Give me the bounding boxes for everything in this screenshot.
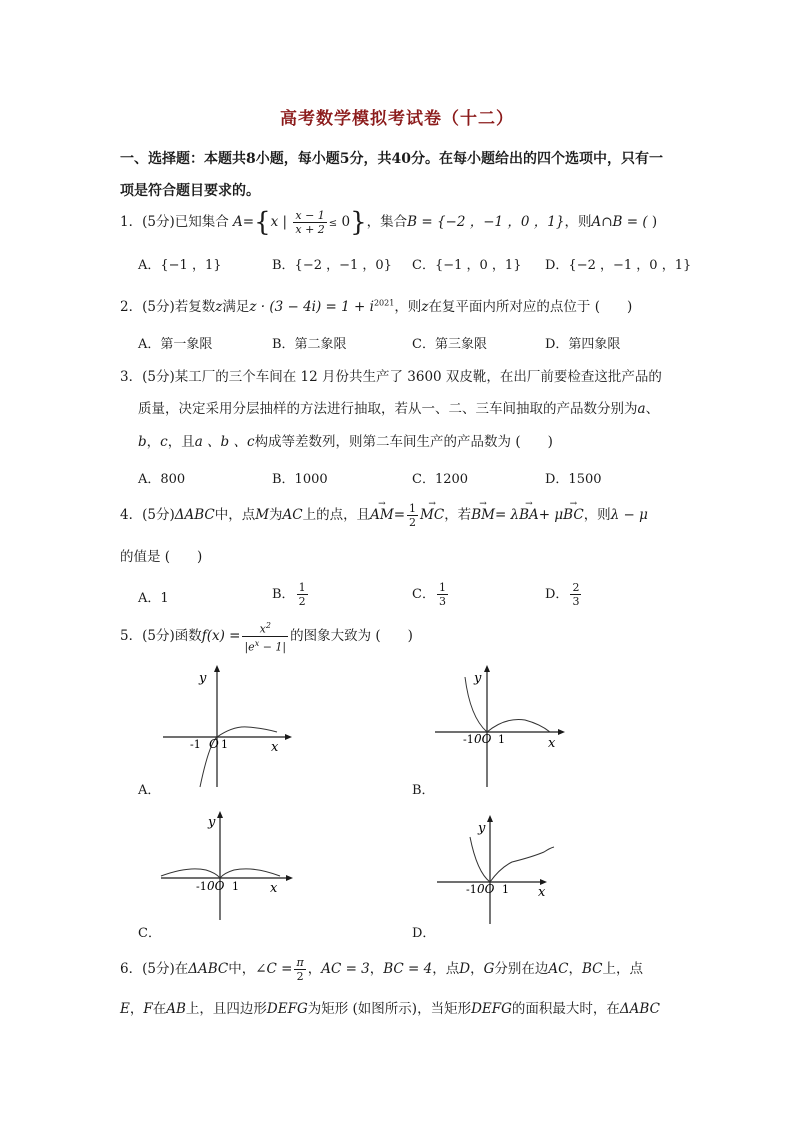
q1-option-d: D．{−2 ，−1 ，0 ，1} (545, 258, 692, 273)
question-6-line1 (120, 951, 643, 987)
graph-c-y-arrow-icon (217, 811, 223, 818)
graph-a-curve (200, 727, 277, 787)
q3-option-b: B．1000 (272, 472, 328, 487)
q3-line1: 3．(5分)某工厂的三个车间在 12 月份共生产了 3600 双皮靴，在出厂前要检查这批产品的 (120, 369, 662, 385)
q1-frac-den: x + 2 (295, 223, 325, 236)
graph-b-y-arrow-icon (484, 665, 490, 672)
q6-defg: DEFG (266, 1001, 308, 1017)
q4-eq: = (393, 507, 406, 523)
q5-graph-c (158, 808, 298, 923)
q6-frac-den: 2 (296, 970, 304, 983)
question-2 (120, 295, 632, 315)
q5-num-exp: 2 (265, 621, 271, 631)
graph-b-tick-neg1: -1 (463, 733, 474, 746)
q2-tail: ，则 (394, 299, 422, 315)
q6-mid1: 中， (228, 961, 256, 977)
q4-ac: AC (282, 507, 303, 523)
q4-vec-mc: → MC (420, 498, 444, 532)
q1-brace-open: { (254, 207, 271, 238)
q1-intersect-icon: ∩ (601, 214, 613, 230)
q2-option-c: C．第三象限 (412, 337, 487, 352)
q4-m: M (255, 507, 270, 523)
q4-vec-ba: → BA (519, 498, 539, 532)
graph-a-x-arrow-icon (285, 734, 292, 740)
q6-ab: AB (166, 1001, 186, 1017)
graph-a-y-arrow-icon (214, 665, 220, 672)
q6-ac: AC = 3 (321, 961, 370, 977)
q4-eq2: = λ (494, 507, 520, 523)
page-title: 高考数学模拟考试卷（十二） (280, 109, 514, 129)
q6-comma4: ， (129, 1001, 144, 1017)
q4-lm: λ − μ (610, 507, 648, 523)
q1-option-a: A．{−1 ，1} (138, 258, 222, 273)
q6-line2-b: 上，且四边形 (185, 1001, 267, 1017)
q3-option-a: A．800 (138, 472, 186, 487)
q2-satisfy: 满足 (222, 299, 250, 315)
q4-mid2: 为 (269, 507, 283, 523)
q4-b-label: B． (272, 587, 295, 602)
q4-d-num: 2 (572, 581, 580, 594)
q5-graph-a-label: A． (138, 783, 161, 798)
graph-b-y-label: y (474, 671, 482, 686)
graph-c-y-label: y (208, 815, 216, 830)
q5-num-x: x (259, 623, 266, 636)
q6-line2-d: 的面积最大时，在 (511, 1001, 620, 1017)
q6-frac (294, 956, 305, 983)
q4-c-label: C． (412, 587, 435, 602)
q4-c-num: 1 (438, 581, 446, 594)
graph-b-x-label: x (548, 736, 556, 751)
graph-d-origin: 0O (477, 882, 495, 896)
q4-c-frac (437, 581, 448, 608)
q2-option-b: B．第二象限 (272, 337, 347, 352)
q5-frac (242, 619, 288, 653)
q1-zero: 0 (341, 214, 351, 230)
q2-expr: z · (3 − 4i) = 1 + i (249, 299, 374, 315)
graph-b-tick-1: 1 (498, 733, 505, 746)
q4-vec-bc: → BC (563, 498, 584, 532)
q3-c: c (160, 434, 168, 450)
graph-d-x-label: x (538, 885, 546, 900)
q4-mid3: 上的点，且 (302, 507, 371, 523)
graph-a-tick-neg1: -1 (190, 738, 201, 751)
q4-d-label: D． (545, 587, 569, 602)
q3-option-c: C．1200 (412, 472, 469, 487)
q6-tri2: ΔABC (619, 1001, 660, 1017)
q4-vec-am: → AM (370, 498, 394, 532)
q5-graph-b (430, 662, 570, 792)
q3-mid: ，且 (167, 434, 195, 450)
q4-b-num: 1 (298, 581, 306, 594)
q3-line3 (138, 430, 553, 450)
q6-line2-c: 为矩形 (如图所示)，当矩形 (307, 1001, 472, 1017)
q4-vec-bm: → BM (471, 498, 495, 532)
q4-mid4: ，若 (444, 507, 472, 523)
q1-b-sym: B = ( (612, 214, 648, 230)
q4-frac (407, 502, 418, 529)
graph-a-tick-1: 1 (221, 738, 228, 751)
graph-b-x-arrow-icon (558, 729, 565, 735)
graph-c-origin: 0O (207, 879, 225, 893)
q1-option-b: B．{−2 ，−1 ，0} (272, 258, 392, 273)
question-6-line2 (120, 997, 660, 1017)
q5-tail: 的图象大致为 ( ) (290, 628, 413, 644)
q5-den-e: |e (244, 640, 255, 654)
q1-frac-sub: ≤ (328, 218, 338, 229)
q4-b-frac (297, 581, 308, 608)
q1-fraction (293, 209, 326, 236)
q5-den (242, 637, 288, 654)
q4-option-a: A．1 (138, 591, 169, 606)
graph-c-x-label: x (270, 881, 278, 896)
q6-e: E (120, 1001, 130, 1017)
q6-line2-a: 在 (152, 1001, 167, 1017)
q6-bc2: BC (581, 961, 603, 977)
q1-brace-close: } (350, 207, 367, 238)
q5-graph-a (155, 662, 295, 792)
q6-defg2: DEFG (471, 1001, 512, 1017)
q1-eq: = (242, 214, 255, 230)
q1-tail-pre: ，则 (564, 214, 592, 230)
graph-a-x-label: x (271, 740, 279, 755)
q2-option-d: D．第四象限 (545, 337, 621, 352)
q2-prefix: 2．(5分)若复数 (120, 299, 216, 315)
q3-line2-text: 质量，决定采用分层抽样的方法进行抽取，若从一、二、三车间抽取的产品数分别为 (138, 401, 638, 417)
q6-tri: ΔABC (188, 961, 229, 977)
graph-d-y-arrow-icon (487, 815, 493, 822)
graph-c-x-arrow-icon (286, 875, 293, 881)
q1-frac-num: x − 1 (295, 209, 325, 222)
graph-d-curve (470, 837, 554, 882)
q6-rest1: ， (307, 961, 322, 977)
q6-comma2: ， (470, 961, 484, 977)
q5-graph-b-label: B． (412, 783, 435, 798)
q4-tail: ，则 (583, 507, 611, 523)
graph-b-origin: 0O (474, 732, 492, 746)
graph-d-tick-1: 1 (502, 883, 509, 896)
q3-line2 (138, 397, 659, 417)
q2-tail2: 在复平面内所对应的点位于 ( ) (428, 299, 633, 315)
q4-option-d (545, 578, 583, 612)
q6-d: D (459, 961, 471, 977)
q6-prefix: 6．(5分)在 (120, 961, 189, 977)
q1-x-bar: x | (270, 214, 288, 230)
q6-rest3: 分别在边 (494, 961, 549, 977)
graph-c-tick-neg1: -1 (196, 880, 207, 893)
q4-prefix: 4．(5分) (120, 507, 175, 523)
q4-line2: 的值是 ( ) (120, 549, 203, 565)
q2-z: z (215, 299, 223, 315)
q4-b-den: 2 (298, 595, 306, 608)
graph-d-y-label: y (478, 821, 486, 836)
q1-set-a: A (233, 214, 243, 230)
q5-graph-d (432, 812, 572, 927)
q5-num (242, 619, 288, 637)
q6-angle: ∠C = (255, 961, 293, 977)
graph-c-tick-1: 1 (232, 880, 239, 893)
q1-set-b: B = {−2 ，−1 ，0 ，1} (407, 214, 565, 230)
q6-comma1: ， (369, 961, 384, 977)
q6-bc: BC = 4 (383, 961, 433, 977)
q6-ac2: AC (548, 961, 569, 977)
q6-rest2: ，点 (432, 961, 460, 977)
q3-b: b (138, 434, 147, 450)
question-5 (120, 618, 413, 654)
q4-mid1: 中，点 (214, 507, 256, 523)
q5-graph-c-label: C． (138, 926, 161, 941)
section-heading-line1: 一、选择题：本题共8小题，每小题5分，共40分。在每小题给出的四个选项中，只有一 (120, 151, 663, 167)
q3-sep: 、 (645, 401, 660, 417)
graph-a-origin: O (209, 737, 219, 751)
q3-abc: a 、b 、c (194, 434, 255, 450)
q1-a-sym: A (591, 214, 602, 230)
q5-graph-d-label: D． (412, 926, 436, 941)
q4-d-den: 3 (572, 595, 580, 608)
q5-prefix: 5．(5分)函数 (120, 628, 202, 644)
q1-option-c: C．{−1 ，0 ，1} (412, 258, 522, 273)
question-1 (120, 206, 657, 238)
q4-c-den: 3 (438, 595, 446, 608)
q4-tri: ΔABC (174, 507, 215, 523)
q6-rest4: 上，点 (602, 961, 643, 977)
q5-den-exp: x (254, 639, 260, 648)
question-4 (120, 498, 648, 532)
q4-frac-den: 2 (409, 516, 417, 529)
q6-f: F (143, 1001, 153, 1017)
q3-comma: ， (146, 434, 161, 450)
q6-comma3: ， (568, 961, 582, 977)
section-heading-line2: 项是符合题目要求的。 (120, 183, 260, 199)
q3-a: a (637, 401, 646, 417)
q6-g: G (483, 961, 495, 977)
q5-den-tail: − 1| (259, 640, 287, 654)
q1-mid: ，集合 (366, 214, 408, 230)
q4-d-frac (570, 581, 581, 608)
graph-d-tick-neg1: -1 (466, 883, 477, 896)
q4-frac-num: 1 (409, 502, 417, 515)
q3-tail: 构成等差数列，则第二车间生产的产品数为 ( ) (254, 434, 553, 450)
q3-option-d: D．1500 (545, 472, 602, 487)
q2-exp: 2021 (373, 298, 395, 308)
q1-close: ) (647, 214, 658, 230)
q4-option-c (412, 578, 450, 612)
graph-a-y-label: y (199, 671, 207, 686)
q6-frac-num: π (296, 956, 304, 969)
q5-fx: f(x) = (201, 628, 241, 644)
q2-option-a: A．第一象限 (138, 337, 213, 352)
q4-plus: + μ (538, 507, 564, 523)
q2-z2: z (421, 299, 429, 315)
q4-option-b (272, 578, 310, 612)
q1-prefix: 1．(5分)已知集合 (120, 214, 229, 230)
